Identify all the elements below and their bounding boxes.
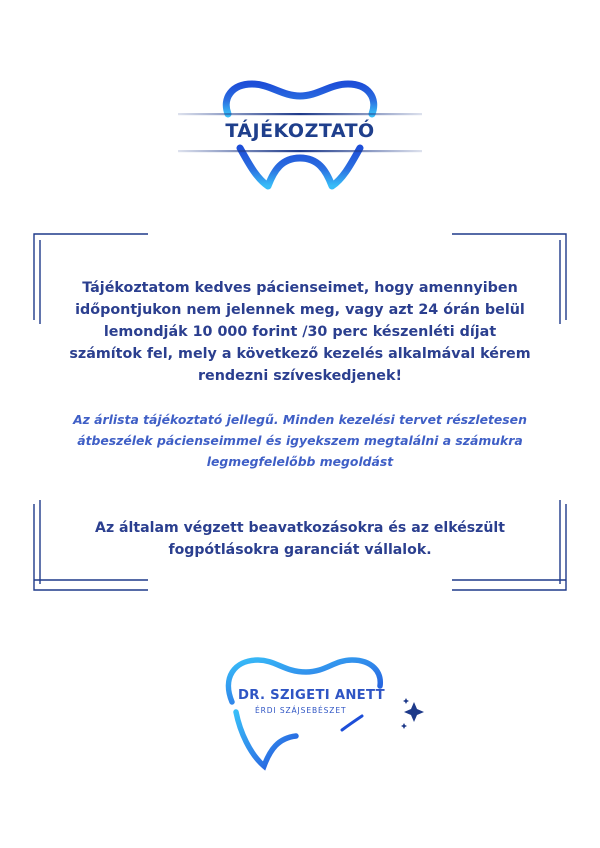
page-title: TÁJÉKOZTATÓ	[225, 120, 375, 142]
clinic-name: DR. SZIGETI ANETT	[238, 688, 385, 703]
clinic-logo-tooth-icon	[222, 650, 432, 780]
warranty-statement: Az általam végzett beavatkozásokra és az elkészült fogpótlásokra garanciát vállalok.	[95, 520, 505, 558]
price-list-note: Az árlista tájékoztató jellegű. Minden kezelési tervet részletesen átbeszélek pácienseimmel és igyekszem megtalálni a számukra legmegfelelőbb megoldást	[73, 412, 527, 469]
clinic-subtitle: ÉRDI SZÁJSEBÉSZET	[255, 706, 347, 715]
missed-appointment-notice: Tájékoztatom kedves pácienseimet, hogy amennyiben időpontjukon nem jelennek meg, vagy azt 24 órán belül lemondják 10 000 forint /30 perc készenléti díjat számítok fel, mely a következő kezelés alkalmával kérem rendezni szíveskedjenek!	[69, 280, 531, 384]
